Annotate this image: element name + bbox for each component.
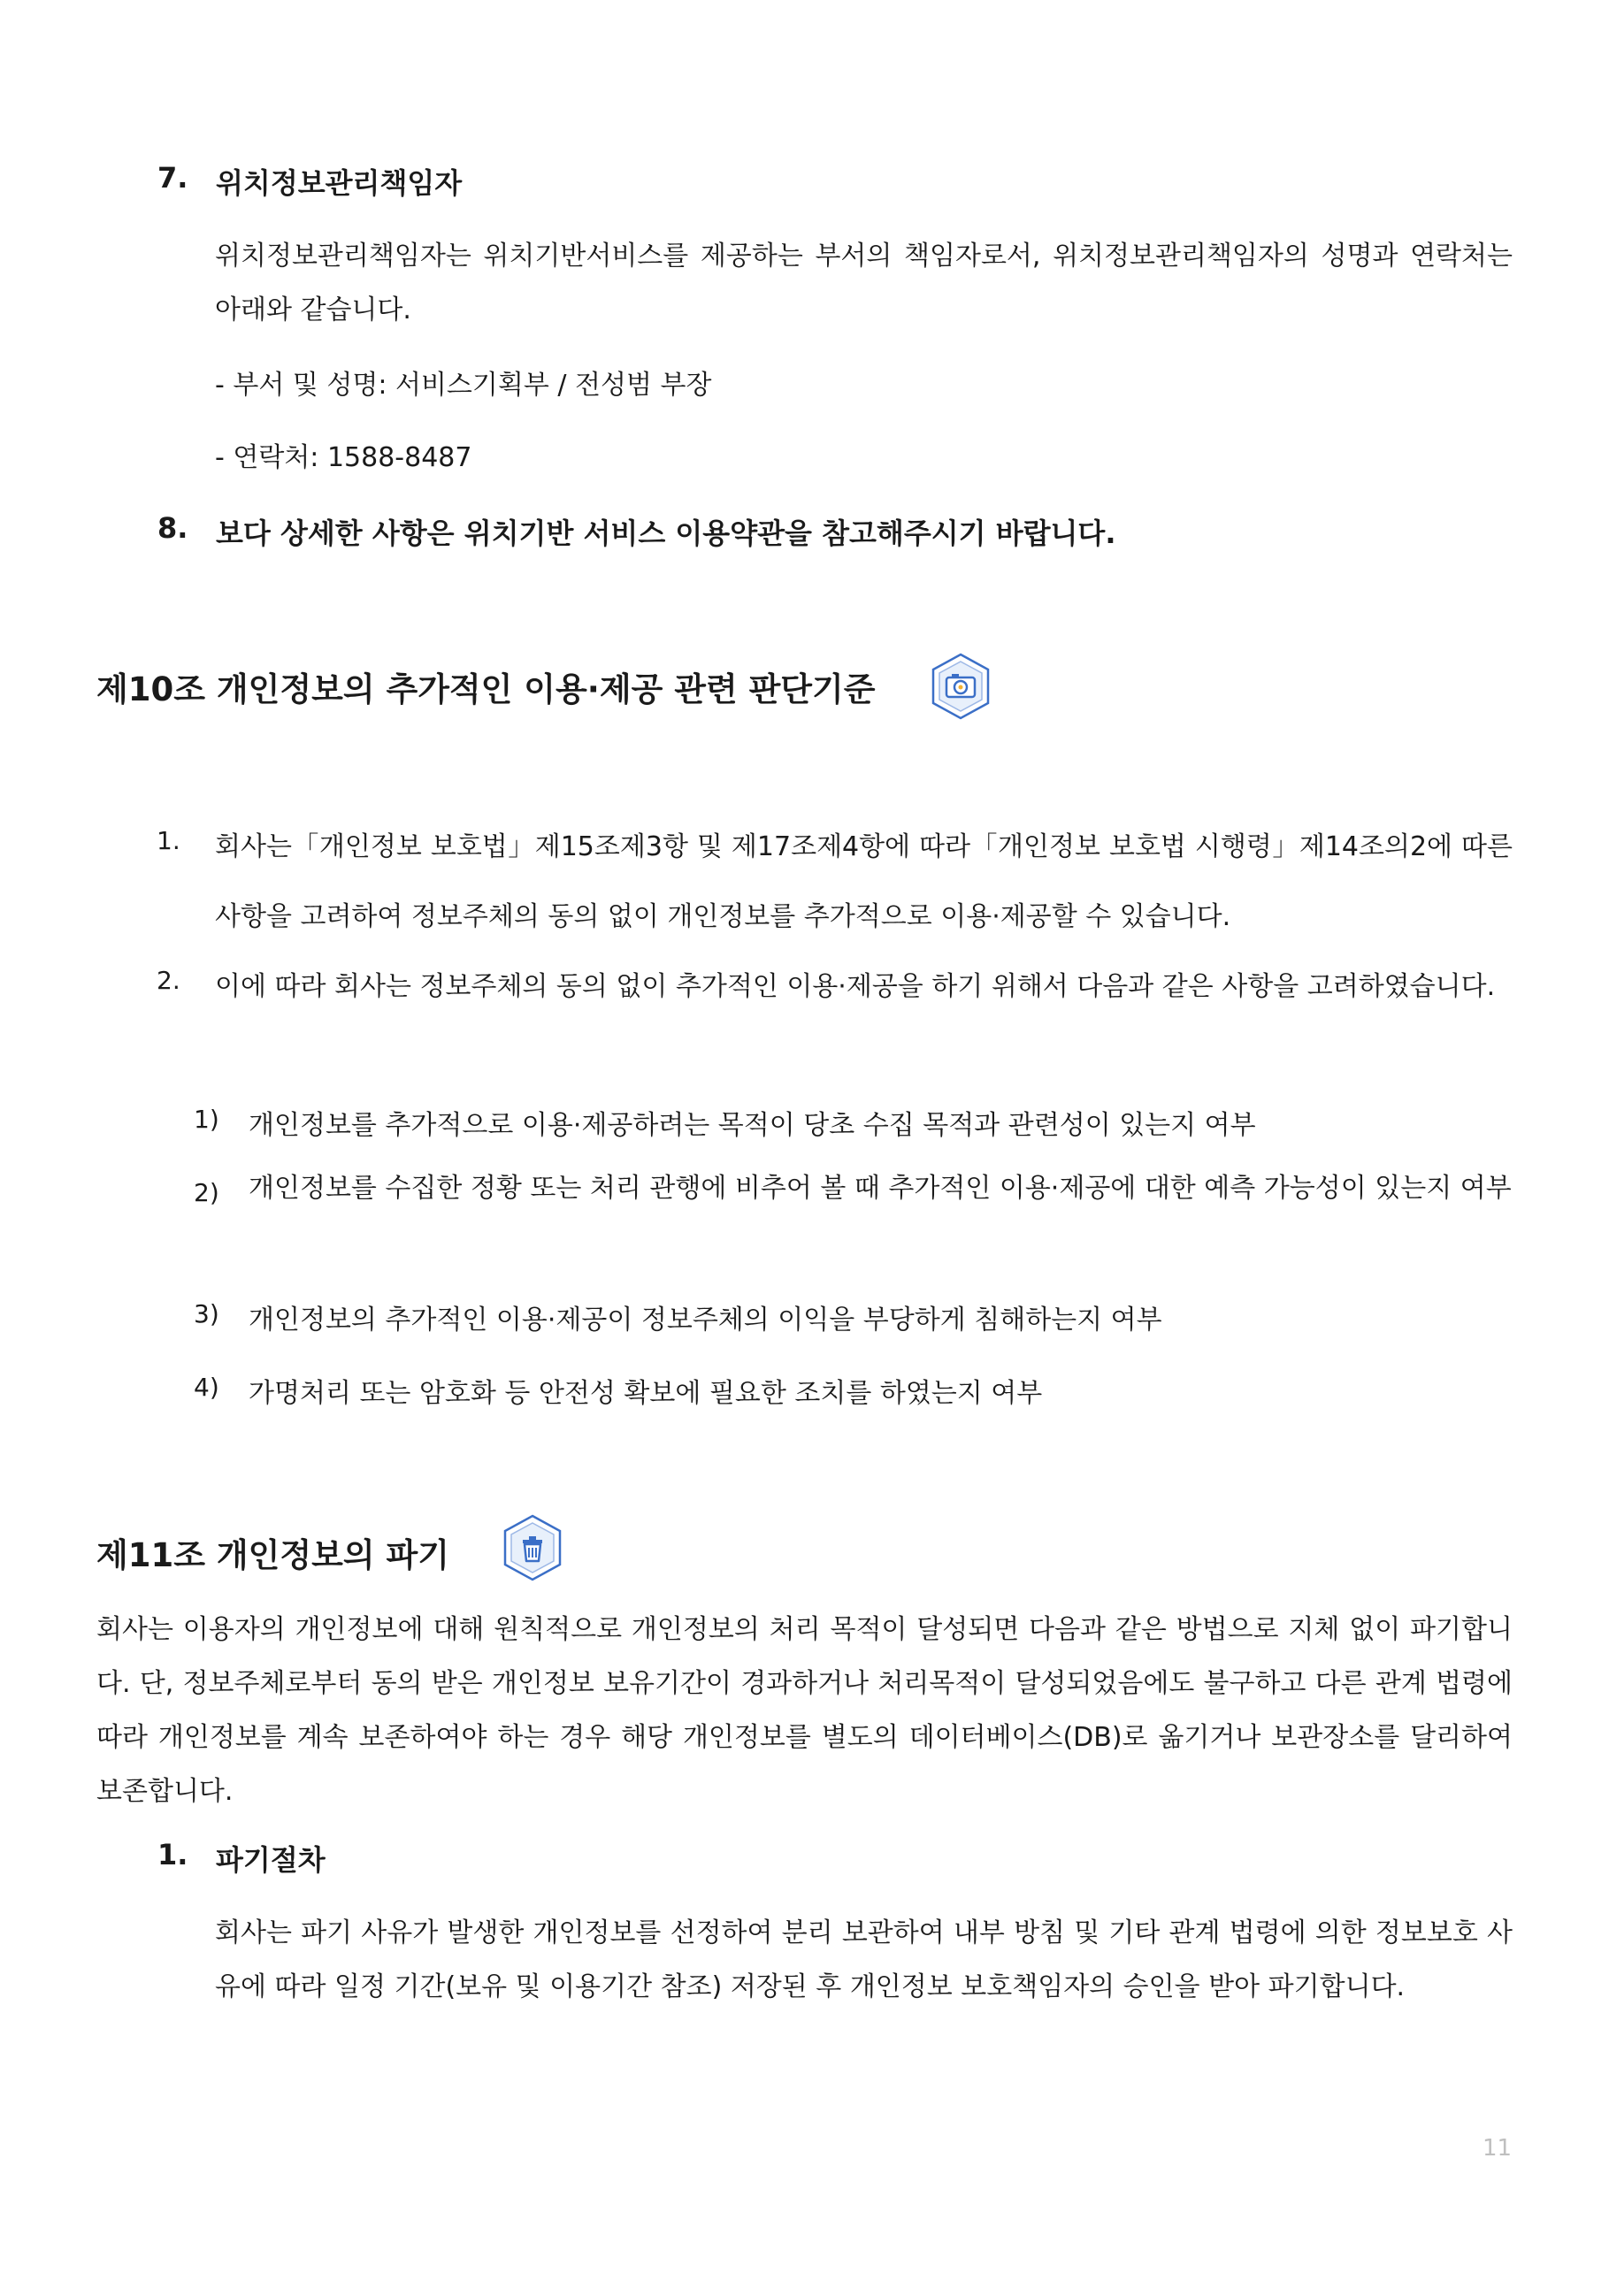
sec10-sub3-text: 개인정보의 추가적인 이용·제공이 정보주체의 이익을 부당하게 침해하는지 여부 xyxy=(249,1305,1162,1336)
item7-title: 위치정보관리책임자 xyxy=(216,166,463,200)
sec10-item1-text: 회사는「개인정보 보호법」제15조제3항 및 제17조제4항에 따라「개인정보 보호법 시행령」제14조의2에 따른 사항을 고려하여 정보주체의 동의 없이 개인정보를 추가적으로 이용·제공할 수 있습니다. xyxy=(215,831,1513,932)
sec11-sub1-title: 파기절차 xyxy=(216,1843,326,1877)
item8-title: 보다 상세한 사항은 위치기반 서비스 이용약관을 참고해주시기 바랍니다. xyxy=(216,517,1116,550)
section11-title: 제11조 개인정보의 파기 xyxy=(96,1536,449,1574)
item7-paragraph: 위치정보관리책임자는 위치기반서비스를 제공하는 부서의 책임자로서, 위치정보관리책임자의 성명과 연락처는 아래와 같습니다. xyxy=(215,241,1513,325)
sec11-intro: 회사는 이용자의 개인정보에 대해 원칙적으로 개인정보의 처리 목적이 달성되면 다음과 같은 방법으로 지체 없이 파기합니다. 단, 정보주체로부터 동의 받은 개인정보 보유기간이 경과하거나 처리목적이 달성되었음에도 불구하고 다른 관계 법령에 따라 개인정보를 계속 보존하여야 하는 경우 해당 개인정보를 별도의 데이터베이스(DB)로 옮기거나 보관장소를 달리하여 보존합니다. xyxy=(96,1614,1513,1807)
sec10-sub2-number: 2) xyxy=(194,1178,219,1207)
sec10-sub4-text: 가명처리 또는 암호화 등 안전성 확보에 필요한 조치를 하였는지 여부 xyxy=(249,1378,1043,1409)
camera-icon xyxy=(930,652,992,721)
sec10-sub4-number: 4) xyxy=(194,1373,219,1402)
item8-number: 8. xyxy=(157,511,188,545)
sec10-item2-text: 이에 따라 회사는 정보주체의 동의 없이 추가적인 이용·제공을 하기 위해서 다음과 같은 사항을 고려하였습니다. xyxy=(215,971,1496,1002)
sec10-sub2-text: 개인정보를 수집한 정황 또는 처리 관행에 비추어 볼 때 추가적인 이용·제공에 대한 예측 가능성이 있는지 여부 xyxy=(249,1173,1512,1204)
sec10-sub3-number: 3) xyxy=(194,1299,219,1328)
trash-icon xyxy=(502,1513,563,1582)
item7-number: 7. xyxy=(157,161,188,195)
section10-title: 제10조 개인정보의 추가적인 이용·제공 관련 판단기준 xyxy=(96,670,876,708)
item7-contact: - 연락처: 1588-8487 xyxy=(215,442,472,473)
sec10-item2-number: 2. xyxy=(157,966,180,995)
item7-dept: - 부서 및 성명: 서비스기획부 / 전성범 부장 xyxy=(215,370,712,401)
sec10-item1-number: 1. xyxy=(157,826,180,855)
page-number: 11 xyxy=(1483,2135,1513,2162)
sec11-sub1-text: 회사는 파기 사유가 발생한 개인정보를 선정하여 분리 보관하여 내부 방침 및 기타 관계 법령에 의한 정보보호 사유에 따라 일정 기간(보유 및 이용기간 참조) 저장된 후 개인정보 보호책임자의 승인을 받아 파기합니다. xyxy=(215,1917,1513,2002)
sec10-sub1-number: 1) xyxy=(194,1105,219,1134)
sec10-sub1-text: 개인정보를 추가적으로 이용·제공하려는 목적이 당초 수집 목적과 관련성이 있는지 여부 xyxy=(249,1110,1256,1141)
sec11-sub1-number: 1. xyxy=(157,1838,188,1871)
